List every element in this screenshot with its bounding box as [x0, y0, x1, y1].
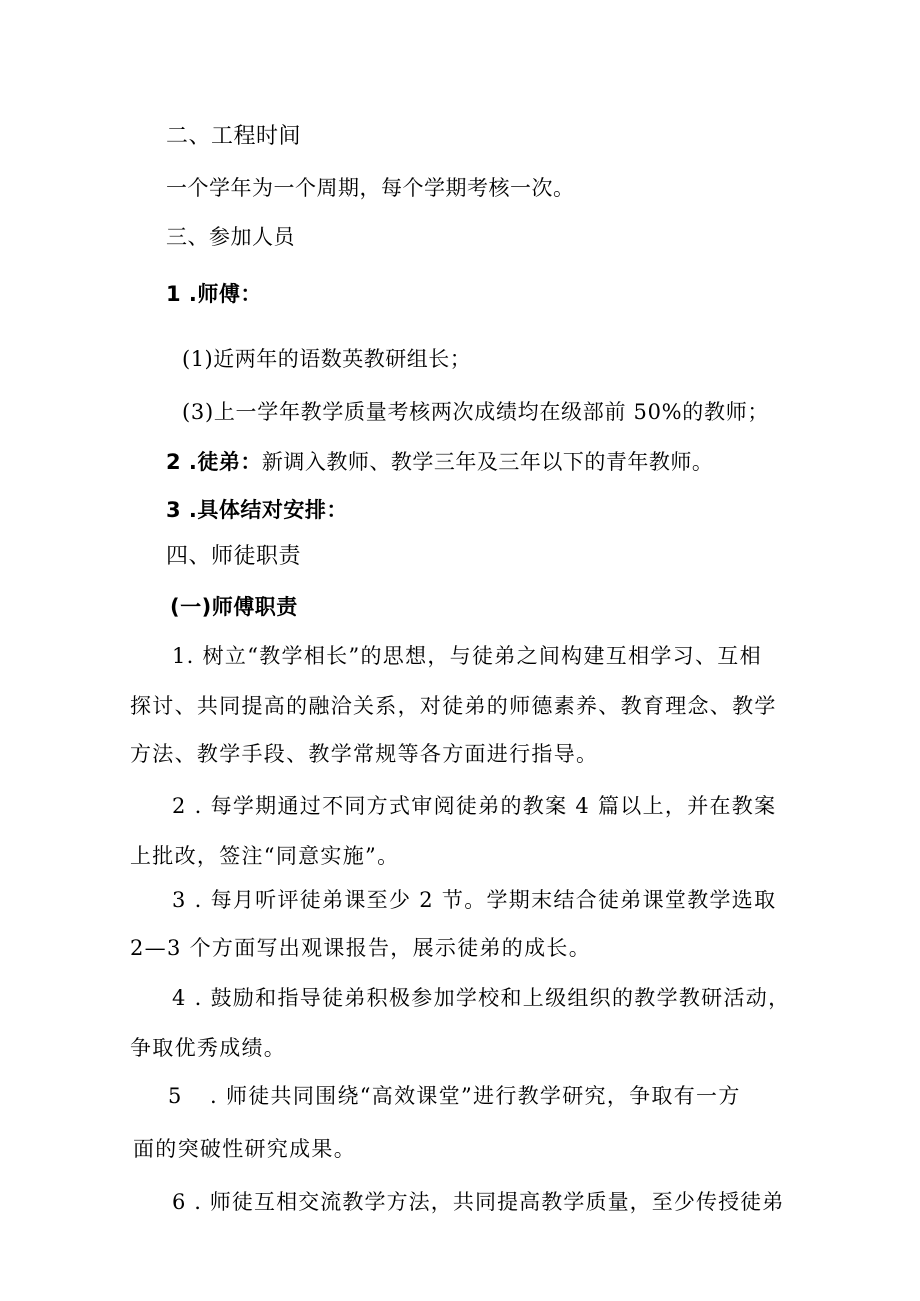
duty-3-line-1: 3 . 每月听评徒弟课至少 2 节。学期末结合徒弟课堂教学选取: [172, 888, 777, 912]
duty-2-line-1: 2 . 每学期通过不同方式审阅徒弟的教案 4 篇以上，并在教案: [172, 794, 777, 818]
duty-1-line-1: 1. 树立“教学相长”的思想，与徒弟之间构建互相学习、互相: [172, 644, 762, 668]
duty-5-number: 5: [168, 1084, 182, 1108]
section-4-title: 四、师徒职责: [166, 544, 302, 569]
duty-1-line-2: 探讨、共同提高的融洽关系，对徒弟的师德素养、教育理念、教学: [130, 694, 777, 718]
duty-1-line-3: 方法、教学手段、教学常规等各方面进行指导。: [130, 742, 599, 766]
duty-4-line-2: 争取优秀成绩。: [130, 1036, 287, 1060]
duty-5-line-1: . 师徒共同围绕“高效课堂”进行教学研究，争取有一方: [210, 1084, 741, 1108]
section-2-body: 一个学年为一个周期，每个学期考核一次。: [166, 176, 575, 200]
duty-3-line-2: 2—3 个方面写出观课报告，展示徒弟的成长。: [130, 936, 591, 960]
mentor-duties-title: (一)师傅职责: [170, 595, 298, 619]
pairing-label: 3 .具体结对安排：: [166, 498, 348, 522]
duty-5-line-2: 面的突破性研究成果。: [133, 1137, 356, 1161]
duty-2-line-2: 上批改，签注“同意实施”。: [130, 844, 400, 868]
mentor-item-1: (1)近两年的语数英教研组长；: [182, 347, 472, 371]
apprentice-line: [166, 448, 713, 476]
apprentice-label: 2 .徒弟：: [166, 450, 262, 474]
section-2-title: 二、工程时间: [166, 124, 302, 149]
duty-6-line-1: 6 . 师徒互相交流教学方法，共同提高教学质量，至少传授徒弟: [172, 1190, 785, 1214]
duty-4-line-1: 4 . 鼓励和指导徒弟积极参加学校和上级组织的教学教研活动，: [172, 986, 791, 1010]
mentor-item-3: (3)上一学年教学质量考核两次成绩均在级部前 50%的教师；: [182, 400, 770, 424]
section-3-title: 三、参加人员: [166, 225, 295, 249]
apprentice-text: 新调入教师、教学三年及三年以下的青年教师。: [261, 450, 714, 474]
mentor-label: 1 .师傅：: [166, 282, 262, 306]
